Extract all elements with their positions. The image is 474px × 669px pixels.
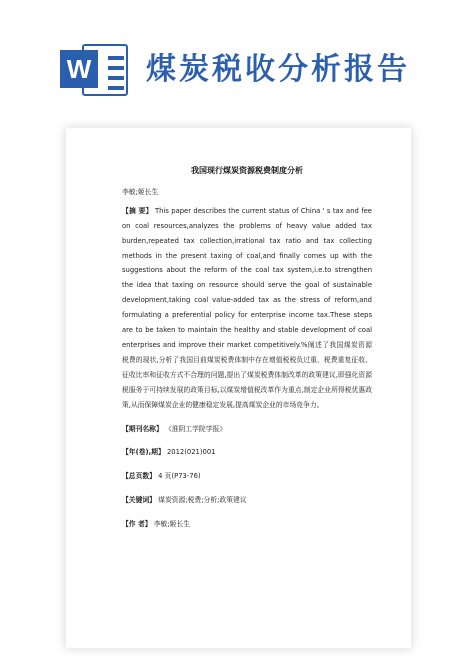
meta-label: 【期刊名称】 [122, 424, 163, 433]
word-logo-tile: W [60, 50, 98, 88]
meta-value: 《淮阴工学院学报》 [164, 424, 227, 433]
abstract-label: 【摘 要】 [122, 206, 153, 215]
text-line-icon [108, 66, 124, 70]
meta-label: 【作 者】 [122, 520, 152, 529]
meta-value: 李敏;姬长生 [153, 520, 191, 529]
meta-value: 2012(021)001 [166, 448, 216, 457]
meta-authors [122, 517, 372, 532]
document-content [122, 158, 372, 532]
banner-title: 煤炭税收分析报告 [146, 52, 410, 87]
document-title: 我国现行煤炭资源税费制度分析 [191, 166, 303, 175]
meta-label: 【年(卷),期】 [122, 448, 165, 457]
meta-volume [122, 445, 372, 460]
text-line-icon [108, 56, 124, 60]
meta-value: 4 页(P73-76) [158, 472, 201, 481]
meta-journal [122, 422, 372, 437]
author-line: 李敏;姬长生 [122, 187, 159, 196]
document-page [66, 128, 411, 648]
meta-label: 【总页数】 [122, 472, 156, 481]
meta-keywords [122, 493, 372, 508]
meta-label: 【关键词】 [122, 496, 156, 505]
abstract [122, 204, 372, 413]
abstract-text: This paper describes the current status of China ' s tax and fee on coal resources,analyzes the problems of heavy value added tax burden,repeated tax collection,irrational tax ratio and tax collecting methods in the present taxing of coal,and finally comes up with the suggestions about the reform of the coal tax system,i.e.to strengthen the idea that taxing on resource should serve the goal of sustainable development,taking coal value-added tax as the stress of reform,and formulating a preferential policy for enterprise income tax.These steps are to be taken to maintain the healthy and stable development of coal enterprises and improve their market competitively.%阐述了我国煤炭资源税费的现状,分析了我国目前煤炭税费体制中存在增值税税负过重、税费重复征收、征收比率和征收方式不合理的问题,提出了煤炭税费体制改革的政策建议,即强化资源税服务于可持续发展的政策目标,以煤炭增值税改革作为重点,制定企业所得税优惠政策,从而保障煤炭企业的健康稳定发展,提高煤炭企业的市场竞争力。 [122, 206, 372, 409]
banner [0, 0, 474, 120]
text-line-icon [108, 86, 124, 90]
meta-pages [122, 469, 372, 484]
word-document-icon [60, 40, 130, 98]
text-line-icon [108, 76, 124, 80]
meta-value: 煤炭资源;税费;分析;政策建议 [158, 496, 247, 505]
